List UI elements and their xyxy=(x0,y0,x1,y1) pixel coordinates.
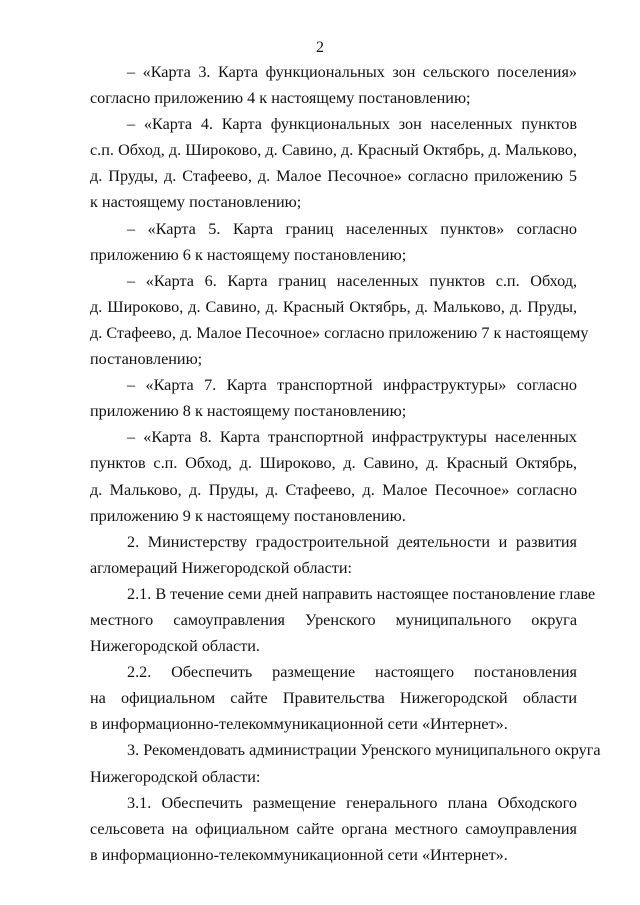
text-line: с.п. Обход, д. Широково, д. Савино, д. Красный Октябрь, д. Мальково, xyxy=(90,141,577,160)
paragraph-item-2 xyxy=(90,529,577,581)
paragraph-map-6 xyxy=(90,268,589,372)
text-line: Нижегородской области: xyxy=(90,767,261,786)
text-line: – «Карта 3. Карта функциональных зон сельского поселения» xyxy=(127,63,577,81)
text-line: – «Карта 6. Карта границ населенных пунктов с.п. Обход, xyxy=(127,271,577,290)
paragraph-map-7 xyxy=(90,372,577,424)
text-line: постановлению; xyxy=(90,350,203,369)
paragraph-map-3 xyxy=(90,59,577,111)
text-line: на официальном сайте Правительства Нижегородской области xyxy=(90,689,577,708)
text-line: 2.2. Обеспечить размещение настоящего постановления xyxy=(127,663,577,682)
document-body xyxy=(90,59,601,868)
text-line: приложению 6 к настоящему постановлению; xyxy=(90,245,407,264)
text-line: д. Мальково, д. Пруды, д. Стафеево, д. Малое Песочное» согласно xyxy=(90,480,577,499)
text-line: агломераций Нижегородской области: xyxy=(90,558,353,577)
text-line: д. Широково, д. Савино, д. Красный Октябрь, д. Мальково, д. Пруды, xyxy=(90,297,577,316)
page-number: 2 xyxy=(316,39,324,56)
text-line: 3.1. Обеспечить размещение генерального плана Обходского xyxy=(127,793,577,812)
text-line: в информационно-телекоммуникационной сети «Интернет». xyxy=(90,845,508,864)
text-line: – «Карта 8. Карта транспортной инфраструктуры населенных xyxy=(127,428,577,447)
text-line: пунктов с.п. Обход, д. Широково, д. Савино, д. Красный Октябрь, xyxy=(90,454,577,473)
text-line: Нижегородской области. xyxy=(90,637,260,656)
paragraph-item-3 xyxy=(90,737,601,789)
paragraph-map-8 xyxy=(90,424,577,528)
text-line: 2. Министерству градостроительной деятельности и развития xyxy=(127,532,577,551)
paragraph-item-2-2 xyxy=(90,659,577,737)
paragraph-map-4 xyxy=(90,111,577,215)
text-line: приложению 8 к настоящему постановлению; xyxy=(90,402,407,421)
text-line: к настоящему постановлению; xyxy=(90,193,302,212)
paragraph-item-3-1 xyxy=(90,790,577,868)
text-line: д. Пруды, д. Стафеево, д. Малое Песочное» согласно приложению 5 xyxy=(90,167,577,186)
text-line: в информационно-телекоммуникационной сети «Интернет». xyxy=(90,715,508,734)
text-line: 2.1. В течение семи дней направить настоящее постановление главе xyxy=(127,584,596,603)
paragraph-item-2-1 xyxy=(90,581,596,659)
text-line: – «Карта 4. Карта функциональных зон населенных пунктов xyxy=(127,115,577,134)
text-line: приложению 9 к настоящему постановлению. xyxy=(90,506,406,525)
text-line: согласно приложению 4 к настоящему постановлению; xyxy=(90,89,471,108)
text-line: местного самоуправления Уренского муниципального округа xyxy=(90,610,577,629)
text-line: сельсовета на официальном сайте органа местного самоуправления xyxy=(90,819,577,838)
text-line: – «Карта 7. Карта транспортной инфраструктуры» согласно xyxy=(127,376,577,395)
paragraph-map-5 xyxy=(90,216,577,268)
text-line: д. Стафеево, д. Малое Песочное» согласно приложению 7 к настоящему xyxy=(90,323,589,342)
text-line: – «Карта 5. Карта границ населенных пунктов» согласно xyxy=(127,219,577,238)
text-line: 3. Рекомендовать администрации Уренского муниципального округа xyxy=(127,741,601,760)
